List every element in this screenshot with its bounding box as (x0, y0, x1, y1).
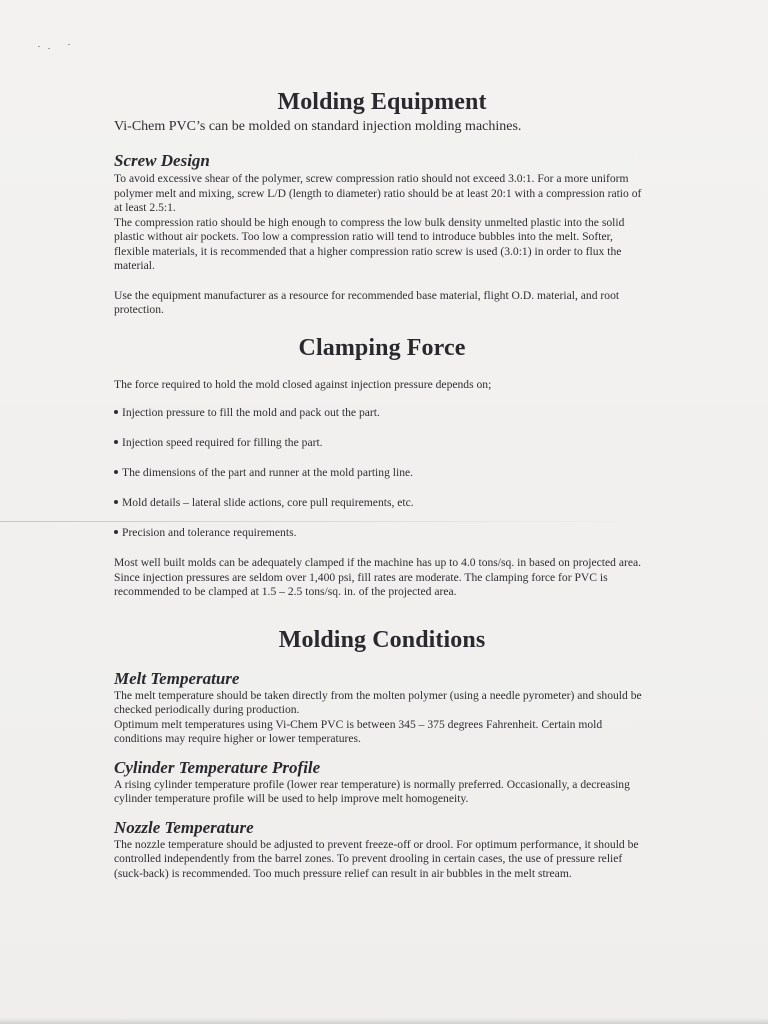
section-title-molding-conditions: Molding Conditions (278, 626, 486, 653)
paragraph: The nozzle temperature should be adjusted to prevent freeze-off or drool. For optimum performance, it should be controlled independently from the barrel zones. To prevent drooling in certain cases, the use of pressure relief (suck-back) is recommended. Too much pressure relief can result in air bubbles in the melt stream. (114, 837, 639, 880)
bullet-text: Injection speed required for filling the part. (122, 436, 323, 449)
bullet-item (114, 496, 650, 510)
bullet-text: Precision and tolerance requirements. (122, 526, 297, 539)
paragraph: Optimum melt temperatures using Vi-Chem PVC is between 345 – 375 degrees Fahrenheit. Certain mold conditions may require higher or lower temperatures. (114, 717, 603, 745)
bullet-text: Mold details – lateral slide actions, core pull requirements, etc. (122, 496, 414, 509)
paragraph: Use the equipment manufacturer as a resource for recommended base material, flight O.D. material, and root protection. (114, 288, 620, 316)
page-bottom-edge (0, 1018, 768, 1024)
paragraph: Most well built molds can be adequately clamped if the machine has up to 4.0 tons/sq. in based on projected area. Since injection pressures are seldom over 1,400 psi, fill rates are moderate. The clamping force for PVC is recommended to be clamped at 1.5 – 2.5 tons/sq. in. of the projected area. (114, 556, 642, 598)
bullet-icon (114, 530, 118, 534)
section-title-molding-equipment: Molding Equipment (277, 89, 487, 115)
bullet-icon (114, 500, 118, 504)
bullet-icon (114, 440, 118, 444)
paragraph: To avoid excessive shear of the polymer, screw compression ratio should not exceed 3.0:1. For a more uniform polymer melt and mixing, screw L/D (length to diameter) ratio should be at least 20:1 with a compression ratio of at least 2.5:1. (114, 172, 642, 214)
subheading-melt-temperature: Melt Temperature (114, 668, 240, 688)
section-title-clamping-force: Clamping Force (298, 334, 466, 361)
bullet-icon (114, 410, 118, 414)
document-content (114, 88, 650, 881)
bullet-text: The dimensions of the part and runner at the mold parting line. (122, 466, 414, 479)
bullet-text: Injection pressure to fill the mold and pack out the part. (122, 406, 380, 419)
bullet-item (114, 466, 650, 480)
paragraph: A rising cylinder temperature profile (lower rear temperature) is normally preferred. Occasionally, a decreasing cylinder temperature profile will be used to help improve melt homogeneity. (114, 777, 630, 805)
paragraph: The melt temperature should be taken directly from the molten polymer (using a needle pyrometer) and should be checked periodically during production. (114, 688, 642, 716)
subheading-cylinder-temperature-profile: Cylinder Temperature Profile (114, 757, 321, 777)
subheading-screw-design: Screw Design (114, 151, 210, 170)
bullet-item (114, 406, 650, 420)
scan-specks (38, 44, 78, 52)
subheading-nozzle-temperature: Nozzle Temperature (114, 817, 254, 837)
bullet-item (114, 436, 650, 450)
section-intro: Vi-Chem PVC’s can be molded on standard injection molding machines. (114, 119, 522, 134)
bullet-item (114, 526, 650, 540)
paragraph: The compression ratio should be high enough to compress the low bulk density unmelted plastic into the solid plastic without air pockets. Too low a compression ratio will tend to introduce bubbles into the melt. Softer, flexible materials, it is recommended that a higher compression ratio screw is used (3.0:1) in order to flux the material. (114, 215, 625, 272)
paragraph: The force required to hold the mold closed against injection pressure depends on; (114, 377, 492, 391)
bullet-icon (114, 470, 118, 474)
